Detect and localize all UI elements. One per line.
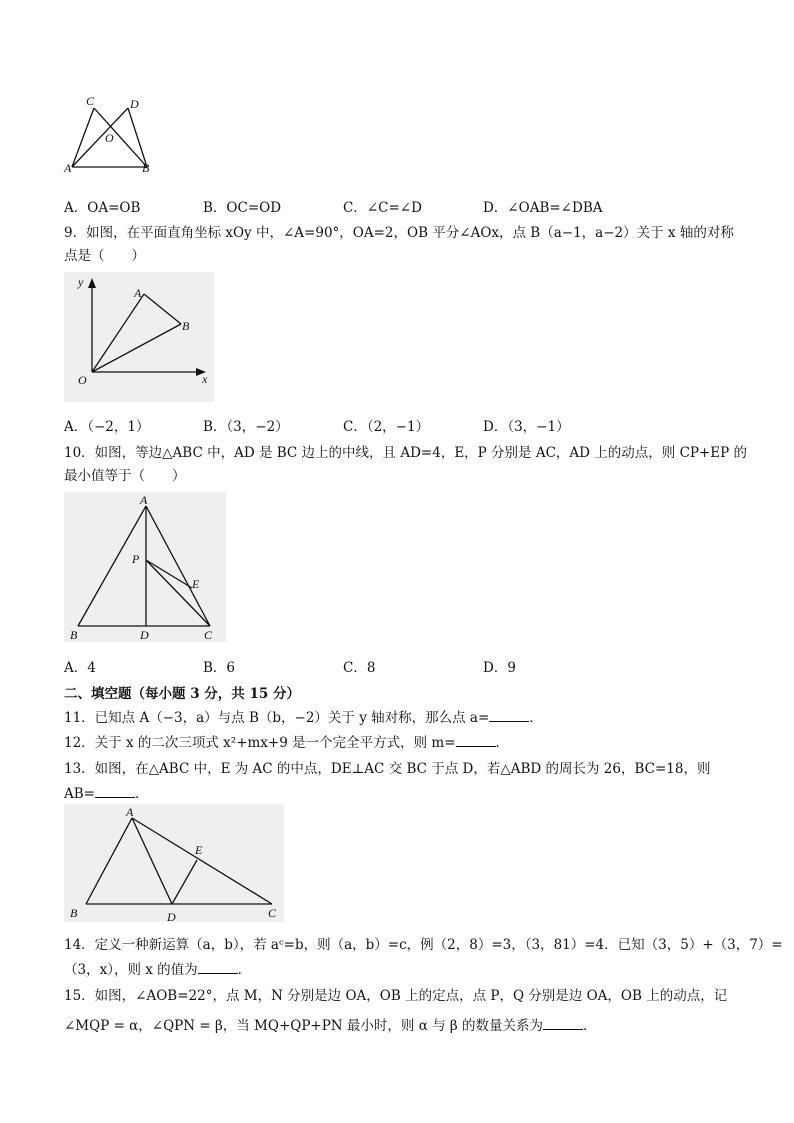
q8-label-b: B (142, 161, 150, 175)
q15-text-line1: 15．如图，∠AOB=22°，点 M，N 分别是边 OA，OB 上的定点，点 P，Q 分别是边 OA，OB 上的动点，记 (64, 988, 728, 1004)
q13-text-line1: 13．如图，在△ABC 中，E 为 AC 的中点，DE⊥AC 交 BC 于点 D，若△ABD 的周长为 26，BC=18，则 (64, 761, 711, 777)
q9-text-line1: 9．如图，在平面直角坐标 xOy 中，∠A=90°，OA=2，OB 平分∠AOx，点 B（a−1，a−2）关于 x 轴的对称 (64, 225, 734, 241)
q9-text-line2: 点是（ ） (64, 248, 145, 264)
q14-answer-blank[interactable] (198, 961, 238, 974)
q10-figure (64, 492, 226, 642)
q13-question-tail: AB= (64, 786, 95, 802)
q13-answer-blank[interactable] (95, 785, 135, 798)
q11-text (64, 706, 543, 726)
q9-option-d[interactable]: D．（3，−1） (483, 419, 570, 435)
q10-text-line2: 最小值等于（ ） (64, 468, 186, 484)
q15-text-line2 (64, 1014, 597, 1034)
q11-answer-blank[interactable] (489, 709, 529, 722)
q9-label-o: O (78, 373, 87, 387)
q8-figure (62, 92, 162, 177)
q11-question: 11．已知点 A（−3，a）与点 B（b，−2）关于 y 轴对称，那么点 a= (64, 710, 490, 726)
q13-end: ． (134, 786, 149, 802)
q9-label-b: B (182, 319, 190, 333)
q10-label-c: C (204, 628, 213, 642)
q11-end: ． (529, 710, 543, 726)
q8-label-d: D (130, 97, 139, 111)
q9-label-x: x (202, 372, 208, 386)
q10-label-e: E (192, 577, 200, 591)
q12-answer-blank[interactable] (456, 734, 496, 747)
q10-option-d[interactable]: D．9 (483, 660, 516, 676)
q13-text-line2 (64, 782, 148, 802)
q13-figure (64, 804, 284, 922)
q9-option-b[interactable]: B．（3，−2） (203, 419, 289, 435)
q14-text-line1: 14．定义一种新运算（a，b），若 aᶜ=b，则（a，b）=c，例（2，8）=3，（3，81）=4．已知（3，5）+（3，7）= (64, 937, 783, 953)
q9-label-a: A (134, 286, 142, 300)
q12-text (64, 731, 509, 751)
q14-text-line2 (64, 958, 251, 978)
q15-question-tail: ∠MQP = α，∠QPN = β，当 MQ+QP+PN 最小时，则 α 与 β 的数量关系为 (64, 1018, 543, 1034)
q9-option-c[interactable]: C．（2，−1） (343, 419, 430, 435)
q9-label-y: y (78, 275, 84, 289)
q8-label-c: C (86, 94, 95, 108)
q8-option-b[interactable]: B．OC=OD (203, 200, 282, 216)
q8-option-a[interactable]: A．OA=OB (64, 200, 141, 216)
q8-option-c[interactable]: C．∠C=∠D (343, 200, 422, 216)
q10-option-c[interactable]: C．8 (343, 660, 376, 676)
q9-figure (64, 272, 214, 402)
q9-option-a[interactable]: A．（−2，1） (64, 419, 150, 435)
q15-answer-blank[interactable] (543, 1017, 583, 1030)
q8-diagram (62, 92, 162, 177)
q8-option-d[interactable]: D．∠OAB=∠DBA (483, 200, 603, 216)
q10-diagram (64, 492, 226, 642)
q13-label-b: B (70, 906, 78, 920)
q9-diagram (64, 272, 214, 402)
q10-label-d: D (140, 628, 149, 642)
q13-label-e: E (195, 843, 203, 857)
q10-label-a: A (140, 493, 148, 507)
q10-option-b[interactable]: B．6 (203, 660, 236, 676)
q14-question-tail: （3，x），则 x 的值为 (64, 962, 198, 978)
q12-end: ． (495, 735, 510, 751)
q10-text-line1: 10．如图，等边△ABC 中，AD 是 BC 边上的中线，且 AD=4，E，P 分别是 AC，AD 上的动点，则 CP+EP 的 (64, 445, 748, 461)
section-title: 二、填空题（每小题 3 分，共 15 分） (64, 686, 300, 702)
q14-end: ． (237, 962, 252, 978)
q13-diagram (64, 804, 284, 922)
q13-label-d: D (167, 910, 176, 922)
q15-end: ． (583, 1018, 597, 1034)
q8-label-o: O (105, 131, 114, 145)
q10-label-b: B (70, 628, 78, 642)
q13-label-a: A (126, 805, 134, 819)
q12-question: 12．关于 x 的二次三项式 x²+mx+9 是一个完全平方式，则 m= (64, 735, 456, 751)
q8-label-a: A (64, 161, 72, 175)
q10-label-p: P (132, 552, 140, 566)
q13-label-c: C (268, 906, 277, 920)
q10-option-a[interactable]: A．4 (64, 660, 96, 676)
